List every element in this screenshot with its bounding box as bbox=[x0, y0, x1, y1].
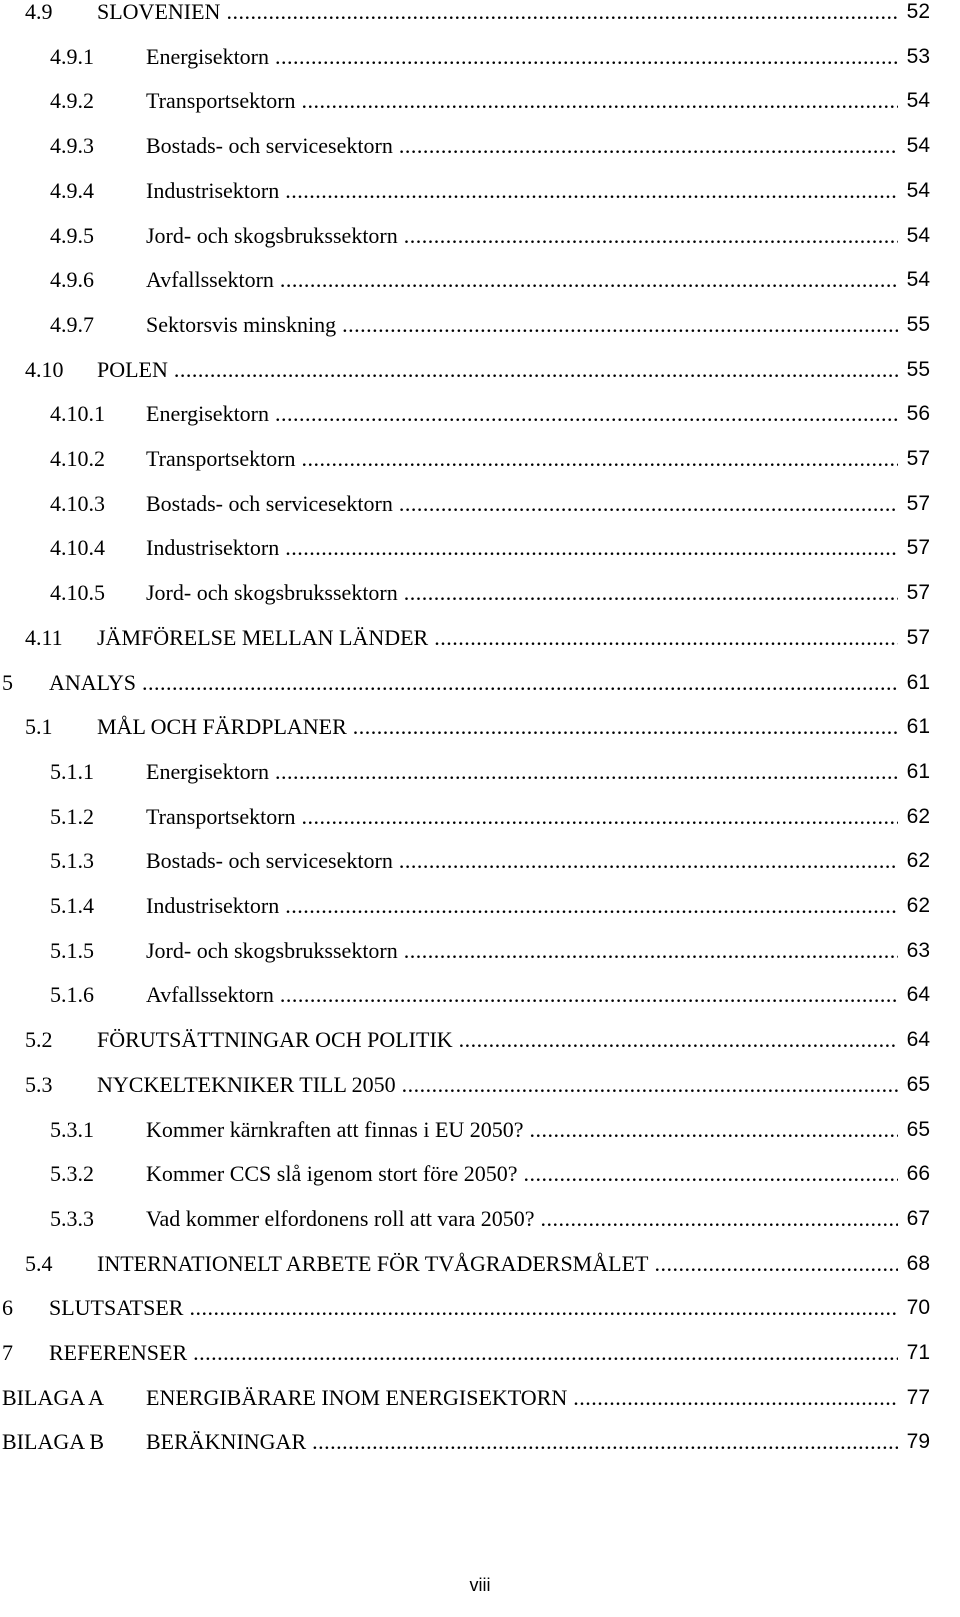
toc-entry-title[interactable]: Jord- och skogsbrukssektorn ..... bbox=[146, 219, 898, 253]
toc-entry-title[interactable]: SLUTSATSER ..... bbox=[49, 1291, 898, 1325]
toc-entry-number: 5.3 bbox=[25, 1071, 53, 1097]
toc-entry-number: 5.3.1 bbox=[50, 1116, 94, 1142]
toc-entry-title[interactable]: Energisektorn ..... bbox=[146, 755, 898, 789]
toc-entry-title[interactable]: Transportsektorn ..... bbox=[146, 800, 898, 834]
toc-entry-title[interactable]: ANALYS ..... bbox=[49, 666, 898, 700]
toc-entry-page: 56 bbox=[904, 397, 930, 431]
toc-entry-number: 5.1.1 bbox=[50, 758, 94, 784]
toc-entry-number: 5.1 bbox=[25, 714, 53, 740]
toc-entry-title[interactable]: Bostads- och servicesektorn ..... bbox=[146, 487, 898, 521]
toc-entry-page: 53 bbox=[904, 40, 930, 74]
toc-entry[interactable] bbox=[0, 0, 960, 29]
toc-entry-number: 4.10.4 bbox=[50, 535, 105, 561]
toc-entry-page: 61 bbox=[904, 710, 930, 744]
toc-entry-page: 65 bbox=[904, 1113, 930, 1147]
toc-entry[interactable] bbox=[0, 1068, 960, 1102]
toc-entry-number: 5.1.4 bbox=[50, 893, 94, 918]
toc-entry[interactable] bbox=[0, 263, 960, 297]
toc-entry[interactable] bbox=[0, 844, 960, 878]
toc-entry[interactable] bbox=[0, 40, 960, 74]
toc-entry-page: 79 bbox=[904, 1425, 930, 1459]
toc-entry-number: 5.1.3 bbox=[50, 848, 94, 874]
toc-entry-number: 4.9.3 bbox=[50, 133, 94, 159]
toc-entry-title[interactable]: NYCKELTEKNIKER TILL 2050 ..... bbox=[97, 1068, 898, 1102]
toc-entry-title[interactable]: INTERNATIONELT ARBETE FÖR TVÅGRADERSMÅLET ..... bbox=[97, 1247, 898, 1281]
toc-entry-page: 68 bbox=[904, 1247, 930, 1281]
toc-entry[interactable] bbox=[0, 889, 960, 923]
toc-entry-page: 64 bbox=[904, 978, 930, 1012]
toc-entry-title[interactable]: FÖRUTSÄTTNINGAR OCH POLITIK ..... bbox=[97, 1023, 898, 1057]
toc-entry-title[interactable]: Energisektorn ..... bbox=[146, 397, 898, 431]
toc-entry[interactable] bbox=[0, 576, 960, 610]
toc-entry-page: 57 bbox=[904, 487, 930, 521]
toc-entry-page: 66 bbox=[904, 1157, 930, 1191]
toc-entry-title[interactable]: BERÄKNINGAR ..... bbox=[146, 1425, 898, 1459]
toc-entry-title[interactable]: MÅL OCH FÄRDPLANER ..... bbox=[97, 710, 898, 744]
toc-entry-title[interactable]: ENERGIBÄRARE INOM ENERGISEKTORN ..... bbox=[146, 1381, 898, 1415]
toc-entry[interactable] bbox=[0, 84, 960, 118]
toc-entry-page: 54 bbox=[904, 129, 930, 163]
toc-entry-number: 4.9.2 bbox=[50, 88, 94, 114]
toc-entry[interactable] bbox=[0, 1291, 960, 1325]
toc-entry-number: 4.10 bbox=[25, 356, 64, 382]
toc-entry-title[interactable]: Sektorsvis minskning ..... bbox=[146, 308, 898, 342]
toc-entry[interactable] bbox=[0, 1336, 960, 1370]
toc-entry-page: 52 bbox=[904, 0, 930, 29]
toc-entry[interactable] bbox=[0, 174, 960, 208]
toc-entry[interactable] bbox=[0, 1113, 960, 1147]
toc-entry-title[interactable]: Energisektorn ..... bbox=[146, 40, 898, 74]
toc-entry-page: 57 bbox=[904, 531, 930, 565]
toc-entry[interactable] bbox=[0, 666, 960, 700]
toc-entry-number: 4.10.3 bbox=[50, 490, 105, 516]
toc-entry-number: 5.3.2 bbox=[50, 1161, 94, 1187]
toc-entry-number: BILAGA A bbox=[2, 1384, 105, 1410]
toc-entry-number: 5.2 bbox=[25, 1027, 53, 1053]
toc-entry-number: 7 bbox=[2, 1340, 13, 1365]
toc-entry-page: 61 bbox=[904, 666, 930, 700]
toc-entry-page: 62 bbox=[904, 800, 930, 834]
toc-entry[interactable] bbox=[0, 531, 960, 565]
toc-entry-number: 5.3.3 bbox=[50, 1205, 94, 1231]
toc-entry-title[interactable]: Jord- och skogsbrukssektorn ..... bbox=[146, 576, 898, 610]
toc-entry[interactable] bbox=[0, 219, 960, 253]
toc-entry-number: BILAGA B bbox=[2, 1429, 105, 1455]
toc-entry-page: 54 bbox=[904, 263, 930, 297]
toc-entry-title[interactable]: Bostads- och servicesektorn ..... bbox=[146, 844, 898, 878]
toc-entry-number: 4.9.5 bbox=[50, 222, 94, 248]
toc-entry[interactable] bbox=[0, 1247, 960, 1281]
toc-entry-page: 54 bbox=[904, 219, 930, 253]
toc-entry-page: 63 bbox=[904, 934, 930, 968]
toc-entry-page: 64 bbox=[904, 1023, 930, 1057]
toc-entry-number: 4.9.7 bbox=[50, 311, 94, 337]
toc-entry-page: 62 bbox=[904, 889, 930, 923]
page-number-footer: viii bbox=[469, 1575, 491, 1595]
toc-entry-page: 62 bbox=[904, 844, 930, 878]
toc-entry-number: 4.9.6 bbox=[50, 267, 94, 293]
toc-entry-number: 4.9.4 bbox=[50, 177, 94, 203]
toc-entry-title[interactable]: Bostads- och servicesektorn ..... bbox=[146, 129, 898, 163]
toc-entry[interactable] bbox=[0, 800, 960, 834]
toc-entry[interactable] bbox=[0, 1157, 960, 1191]
toc-entry-number: 4.10.5 bbox=[50, 580, 105, 606]
toc-entry-page: 55 bbox=[904, 353, 930, 387]
toc-entry-title[interactable]: Avfallssektorn ..... bbox=[146, 978, 898, 1012]
toc-entry-title[interactable]: Jord- och skogsbrukssektorn ..... bbox=[146, 934, 898, 968]
toc-entry[interactable] bbox=[0, 1381, 960, 1415]
toc-entry-title[interactable]: Kommer kärnkraften att finnas i EU 2050? ..... bbox=[146, 1113, 898, 1147]
toc-entry-page: 54 bbox=[904, 174, 930, 208]
toc-entry-title[interactable]: Transportsektorn ..... bbox=[146, 84, 898, 118]
toc-entry-title[interactable]: SLOVENIEN ..... bbox=[97, 0, 898, 29]
toc-entry[interactable] bbox=[0, 1425, 960, 1459]
toc-entry-page: 65 bbox=[904, 1068, 930, 1102]
toc-entry[interactable] bbox=[0, 308, 960, 342]
toc-entry-number: 6 bbox=[2, 1295, 13, 1321]
toc-entry[interactable] bbox=[0, 442, 960, 476]
toc-entry-number: 5 bbox=[2, 669, 13, 695]
toc-entry-page: 61 bbox=[904, 755, 930, 789]
toc-entry-number: 4.10.1 bbox=[50, 401, 105, 427]
toc-entry-title[interactable]: Avfallssektorn ..... bbox=[146, 263, 898, 297]
toc-entry[interactable] bbox=[0, 397, 960, 431]
toc-entry[interactable] bbox=[0, 978, 960, 1012]
toc-entry-page: 67 bbox=[904, 1202, 930, 1236]
toc-entry-number: 4.9 bbox=[25, 0, 53, 24]
toc-entry[interactable] bbox=[0, 934, 960, 968]
toc-entry-page: 57 bbox=[904, 442, 930, 476]
toc-entry-page: 55 bbox=[904, 308, 930, 342]
toc-entry-title[interactable]: POLEN ..... bbox=[97, 353, 898, 387]
toc-entry-title[interactable]: JÄMFÖRELSE MELLAN LÄNDER ..... bbox=[97, 621, 898, 655]
toc-entry-number: 4.11 bbox=[25, 624, 63, 650]
toc-entry[interactable] bbox=[0, 1202, 960, 1236]
toc-entry-number: 5.1.6 bbox=[50, 982, 94, 1008]
toc-entry-title[interactable]: Industrisektorn ..... bbox=[146, 531, 898, 565]
toc-entry-number: 5.1.2 bbox=[50, 803, 94, 829]
toc-entry-page: 71 bbox=[904, 1336, 930, 1370]
toc-entry[interactable] bbox=[0, 621, 960, 655]
toc-entry-number: 5.1.5 bbox=[50, 937, 94, 963]
toc-entry[interactable] bbox=[0, 1023, 960, 1057]
toc-entry-page: 77 bbox=[904, 1381, 930, 1415]
toc-entry[interactable] bbox=[0, 755, 960, 789]
toc-entry-page: 70 bbox=[904, 1291, 930, 1325]
toc-entry-title[interactable]: Kommer CCS slå igenom stort före 2050? ..... bbox=[146, 1157, 898, 1191]
toc-entry[interactable] bbox=[0, 129, 960, 163]
toc-entry-page: 57 bbox=[904, 621, 930, 655]
toc-entry-page: 57 bbox=[904, 576, 930, 610]
toc-entry-title[interactable]: Industrisektorn ..... bbox=[146, 889, 898, 923]
toc-entry-title[interactable]: Industrisektorn ..... bbox=[146, 174, 898, 208]
toc-entry[interactable] bbox=[0, 353, 960, 387]
toc-entry-number: 5.4 bbox=[25, 1250, 53, 1276]
toc-entry-number: 4.10.2 bbox=[50, 446, 105, 471]
toc-entry-page: 54 bbox=[904, 84, 930, 118]
toc-entry-title[interactable]: Transportsektorn ..... bbox=[146, 442, 898, 476]
toc-entry-number: 4.9.1 bbox=[50, 43, 94, 69]
toc-entry-title[interactable]: Vad kommer elfordonens roll att vara 2050? ..... bbox=[146, 1202, 898, 1236]
toc-entry[interactable] bbox=[0, 487, 960, 521]
toc-entry-title[interactable]: REFERENSER ..... bbox=[49, 1336, 898, 1370]
toc-entry[interactable] bbox=[0, 710, 960, 744]
